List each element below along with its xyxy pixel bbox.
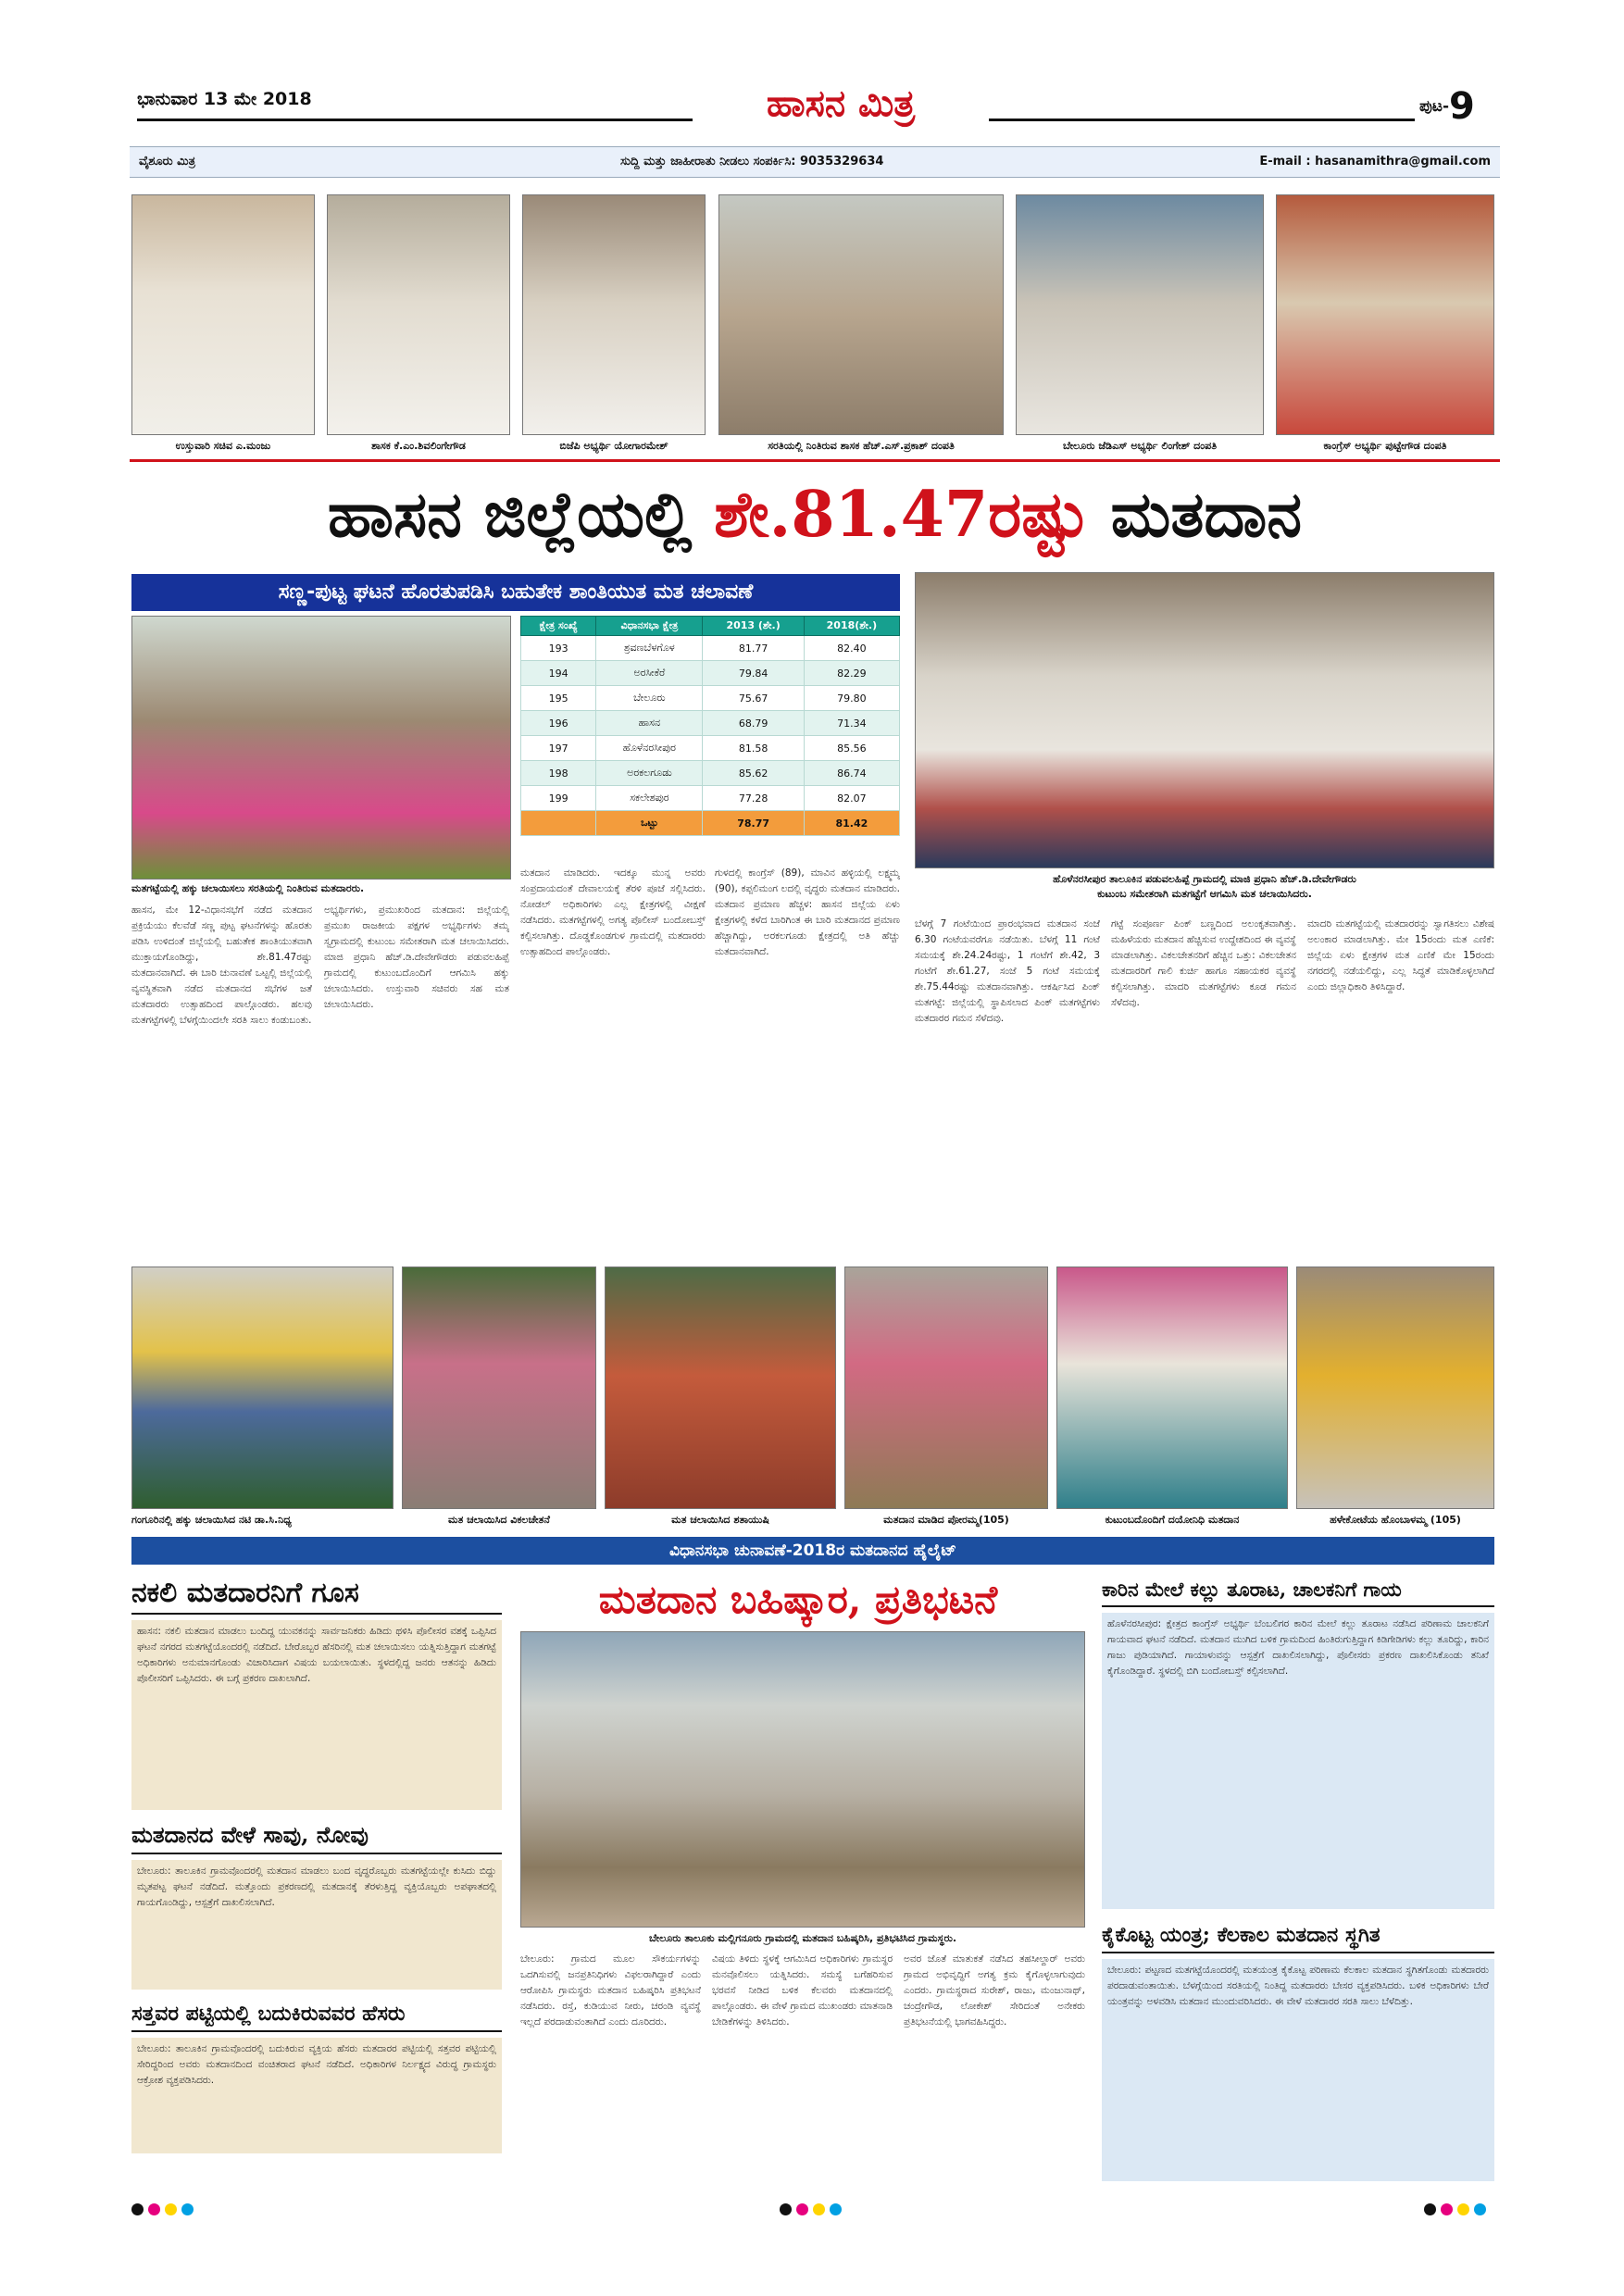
bottom-photo-6 <box>1296 1267 1494 1509</box>
table-cell: ಬೇಲೂರು <box>596 686 703 711</box>
body-column-7: ಮಾದರಿ ಮತಗಟ್ಟೆಯಲ್ಲಿ ಮತದಾರರನ್ನು ಸ್ವಾಗತಿಸಲು ವಿಶೇಷ ಅಲಂಕಾರ ಮಾಡಲಾಗಿತ್ತು. ಮೇ 15ರಂದು ಮತ ಎಣಿಕೆ: ಜಿಲ್ಲೆಯ ಏಳು ಕ್ಷೇತ್ರಗಳ ಮತ ಎಣಿಕೆ ಮೇ 15ರಂದು ನಗರದಲ್ಲಿ ನಡೆಯಲಿದ್ದು, ಎಲ್ಲ ಸಿದ್ಧತೆ ಮಾಡಿಕೊಳ್ಳಲಾಗಿದೆ ಎಂದು ಜಿಲ್ಲಾಧಿಕಾರಿ ತಿಳಿಸಿದ್ದಾರೆ. <box>1307 918 1494 992</box>
bottom-photo-4 <box>844 1267 1048 1509</box>
story-title-evm-failure: ಕೈಕೊಟ್ಟ ಯಂತ್ರ; ಕೆಲಕಾಲ ಮತದಾನ ಸ್ಥಗಿತ <box>1102 1918 1494 1953</box>
story-text-evm-failure: ಬೇಲೂರು: ಪಟ್ಟಣದ ಮತಗಟ್ಟೆಯೊಂದರಲ್ಲಿ ಮತಯಂತ್ರ ಕೈಕೊಟ್ಟ ಪರಿಣಾಮ ಕೆಲಕಾಲ ಮತದಾನ ಸ್ಥಗಿತಗೊಂಡು ಮತದಾರರು ಪರದಾಡುವಂತಾಯಿತು. ಬೆಳಗ್ಗೆಯಿಂದ ಸರತಿಯಲ್ಲಿ ನಿಂತಿದ್ದ ಮತದಾರರು ಬೇಸರ ವ್ಯಕ್ತಪಡಿಸಿದರು. ಬಳಿಕ ಅಧಿಕಾರಿಗಳು ಬೇರೆ ಯಂತ್ರವನ್ನು ಅಳವಡಿಸಿ ಮತದಾನ ಮುಂದುವರಿಸಿದರು. ಈ ವೇಳೆ ಮತದಾರರ ಸರತಿ ಸಾಲು ಬೆಳೆದಿತ್ತು. <box>1102 1959 1494 2181</box>
top-caption-2: ಶಾಸಕ ಕೆ.ಎಂ.ಶಿವಲಿಂಗೇಗೌಡ <box>371 440 466 452</box>
table-cell: ಹೊಳೆನರಸೀಪುರ <box>596 736 703 761</box>
vote-table <box>520 616 900 836</box>
table-cell: 71.34 <box>804 711 899 736</box>
page-label: ಪುಟ- <box>1419 97 1449 116</box>
bottom-photo-5 <box>1056 1267 1288 1509</box>
table-cell: 198 <box>521 761 596 786</box>
registration-dots-left <box>131 2202 198 2219</box>
table-cell: 82.07 <box>804 786 899 811</box>
masthead-rule-left <box>137 119 693 121</box>
top-caption-6: ಕಾಂಗ್ರೆಸ್ ಅಭ್ಯರ್ಥಿ ಪುಟ್ಟೇಗೌಡ ದಂಪತಿ <box>1323 440 1447 452</box>
section-banner <box>131 1537 1494 1565</box>
table-cell: 77.28 <box>703 786 804 811</box>
story-title-living-dead-list: ಸತ್ತವರ ಪಟ್ಟಿಯಲ್ಲಿ ಬದುಕಿರುವವರ ಹೆಸರು <box>131 1997 502 2032</box>
table-cell: 197 <box>521 736 596 761</box>
table-cell: 79.80 <box>804 686 899 711</box>
body-column-2: ಅಭ್ಯರ್ಥಿಗಳು, ಪ್ರಮುಖರಿಂದ ಮತದಾನ: ಜಿಲ್ಲೆಯಲ್ಲಿ ಪ್ರಮುಖ ರಾಜಕೀಯ ಪಕ್ಷಗಳ ಅಭ್ಯರ್ಥಿಗಳು ತಮ್ಮ ಸ್ವಗ್ರಾಮದಲ್ಲಿ ಕುಟುಂಬ ಸಮೇತರಾಗಿ ಮತ ಚಲಾಯಿಸಿದರು. ಮಾಜಿ ಪ್ರಧಾನಿ ಹೆಚ್.ಡಿ.ದೇವೇಗೌಡರು ಪಡುವಲಹಿಪ್ಪೆ ಗ್ರಾಮದಲ್ಲಿ ಕುಟುಂಬದೊಂದಿಗೆ ಆಗಮಿಸಿ ಹಕ್ಕು ಚಲಾಯಿಸಿದರು. ಉಸ್ತುವಾರಿ ಸಚಿವರು ಸಹ ಮತ ಚಲಾಯಿಸಿದರು. <box>324 905 509 1010</box>
table-header: ಕ್ಷೇತ್ರ ಸಂಖ್ಯೆ <box>521 617 596 636</box>
center-story-title: ಮತದಾನ ಬಹಿಷ್ಕಾರ, ಪ್ರತಿಭಟನೆ <box>598 1577 998 1622</box>
top-photo-1 <box>131 194 315 435</box>
story-text-stone-pelting: ಹೊಳೆನರಸೀಪುರ: ಕ್ಷೇತ್ರದ ಕಾಂಗ್ರೆಸ್ ಅಭ್ಯರ್ಥಿ ಬೆಂಬಲಿಗರ ಕಾರಿನ ಮೇಲೆ ಕಲ್ಲು ತೂರಾಟ ನಡೆಸಿದ ಪರಿಣಾಮ ಚಾಲಕನಿಗೆ ಗಾಯವಾದ ಘಟನೆ ನಡೆದಿದೆ. ಮತದಾನ ಮುಗಿದ ಬಳಿಕ ಗ್ರಾಮದಿಂದ ಹಿಂತಿರುಗುತ್ತಿದ್ದಾಗ ಕಿಡಿಗೇಡಿಗಳು ಕಲ್ಲು ತೂರಿದ್ದು, ಕಾರಿನ ಗಾಜು ಪುಡಿಯಾಗಿದೆ. ಗಾಯಾಳುವನ್ನು ಆಸ್ಪತ್ರೆಗೆ ದಾಖಲಿಸಲಾಗಿದ್ದು, ಪೊಲೀಸರು ಪ್ರಕರಣ ದಾಖಲಿಸಿಕೊಂಡು ತನಿಖೆ ಕೈಗೊಂಡಿದ್ದಾರೆ. ಸ್ಥಳದಲ್ಲಿ ಬಿಗಿ ಬಂದೋಬಸ್ತ್ ಕಲ್ಪಿಸಲಾಗಿದೆ. <box>1102 1613 1494 1909</box>
center-story-column-3: ಅವರ ಜೊತೆ ಮಾತುಕತೆ ನಡೆಸಿದ ತಹಸೀಲ್ದಾರ್ ಅವರು ಗ್ರಾಮದ ಅಭಿವೃದ್ಧಿಗೆ ಅಗತ್ಯ ಕ್ರಮ ಕೈಗೊಳ್ಳಲಾಗುವುದು ಎಂದರು. ಗ್ರಾಮಸ್ಥರಾದ ಸುರೇಶ್, ರಾಜು, ಮಂಜುನಾಥ್, ಚಂದ್ರೇಗೌಡ, ಲೋಕೇಶ್ ಸೇರಿದಂತೆ ಅನೇಕರು ಪ್ರತಿಭಟನೆಯಲ್ಲಿ ಭಾಗವಹಿಸಿದ್ದರು. <box>904 1953 1085 2028</box>
voters-queue-photo <box>131 616 511 880</box>
masthead-rule-right <box>989 119 1415 121</box>
table-header-row <box>521 617 900 636</box>
table-cell: 82.40 <box>804 636 899 661</box>
headline-part-2: ಶೇ.81.47ರಷ್ಟು <box>714 478 1089 552</box>
left-stories-box <box>131 1574 502 2185</box>
top-photo-6 <box>1276 194 1494 435</box>
voters-queue-caption: ಮತಗಟ್ಟೆಯಲ್ಲಿ ಹಕ್ಕು ಚಲಾಯಿಸಲು ಸರತಿಯಲ್ಲಿ ನಿಂತಿರುವ ಮತದಾರರು. <box>131 882 365 894</box>
table-cell: 193 <box>521 636 596 661</box>
table-cell: 195 <box>521 686 596 711</box>
table-row <box>521 711 900 736</box>
table-row <box>521 661 900 686</box>
section-banner-text: ವಿಧಾನಸಭಾ ಚುನಾವಣೆ-2018ರ ಮತದಾನದ ಹೈಲೈಟ್ <box>668 1541 957 1560</box>
subhead-bar <box>131 574 900 611</box>
top-photo-4 <box>718 194 1004 435</box>
table-row <box>521 786 900 811</box>
table-cell: ಶ್ರವಣಬೆಳಗೊಳ <box>596 636 703 661</box>
top-photo-3 <box>522 194 706 435</box>
bottom-caption-4: ಮತದಾನ ಮಾಡಿದ ಪೋರಮ್ಮ(105) <box>883 1514 1009 1526</box>
paper-name: ಹಾಸನ ಮಿತ್ರ <box>766 81 916 125</box>
main-headline <box>130 470 1500 559</box>
table-cell: 81.42 <box>804 811 899 836</box>
table-cell: 81.58 <box>703 736 804 761</box>
body-column-3: ಮತದಾನ ಮಾಡಿದರು. ಇದಕ್ಕೂ ಮುನ್ನ ಅವರು ಸಂಪ್ರದಾಯದಂತೆ ದೇವಾಲಯಕ್ಕೆ ತೆರಳಿ ಪೂಜೆ ಸಲ್ಲಿಸಿದರು. ನೋಡಲ್ ಅಧಿಕಾರಿಗಳು ಎಲ್ಲ ಕ್ಷೇತ್ರಗಳಲ್ಲಿ ವೀಕ್ಷಣೆ ನಡೆಸಿದರು. ಮತಗಟ್ಟೆಗಳಲ್ಲಿ ಅಗತ್ಯ ಪೊಲೀಸ್ ಬಂದೋಬಸ್ತ್ ಕಲ್ಪಿಸಲಾಗಿತ್ತು. ದೊಡ್ಡಕೊಂಡಗುಳ ಗ್ರಾಮದಲ್ಲಿ ಮತದಾರರು ಉತ್ಸಾಹದಿಂದ ಪಾಲ್ಗೊಂಡರು. <box>520 867 706 957</box>
bottom-caption-5: ಕುಟುಂಬದೊಂದಿಗೆ ದಯೋನಿಧಿ ಮತದಾನ <box>1105 1514 1240 1526</box>
bottom-photo-2 <box>402 1267 596 1509</box>
table-header: 2013 (ಶೇ.) <box>703 617 804 636</box>
top-caption-4: ಸರತಿಯಲ್ಲಿ ನಿಂತಿರುವ ಶಾಸಕ ಹೆಚ್.ಎಸ್.ಪ್ರಕಾಶ್ ದಂಪತಿ <box>768 440 955 452</box>
registration-dots-right <box>1424 2202 1491 2219</box>
center-story-column-2: ವಿಷಯ ತಿಳಿದು ಸ್ಥಳಕ್ಕೆ ಆಗಮಿಸಿದ ಅಧಿಕಾರಿಗಳು ಗ್ರಾಮಸ್ಥರ ಮನವೊಲಿಸಲು ಯತ್ನಿಸಿದರು. ಸಮಸ್ಯೆ ಬಗೆಹರಿಸುವ ಭರವಸೆ ನೀಡಿದ ಬಳಿಕ ಕೆಲವರು ಮತದಾನದಲ್ಲಿ ಪಾಲ್ಗೊಂಡರು. ಈ ವೇಳೆ ಗ್ರಾಮದ ಮುಖಂಡರು ಮಾತನಾಡಿ ಬೇಡಿಕೆಗಳನ್ನು ತಿಳಿಸಿದರು. <box>712 1953 893 2028</box>
table-cell: 68.79 <box>703 711 804 736</box>
story-text-death-injury: ಬೇಲೂರು: ತಾಲೂಕಿನ ಗ್ರಾಮವೊಂದರಲ್ಲಿ ಮತದಾನ ಮಾಡಲು ಬಂದ ವೃದ್ಧರೊಬ್ಬರು ಮತಗಟ್ಟೆಯಲ್ಲೇ ಕುಸಿದು ಬಿದ್ದು ಮೃತಪಟ್ಟ ಘಟನೆ ನಡೆದಿದೆ. ಮತ್ತೊಂದು ಪ್ರಕರಣದಲ್ಲಿ ಮತದಾನಕ್ಕೆ ತೆರಳುತ್ತಿದ್ದ ವ್ಯಕ್ತಿಯೊಬ್ಬರು ಅಪಘಾತದಲ್ಲಿ ಗಾಯಗೊಂಡಿದ್ದು, ಆಸ್ಪತ್ರೆಗೆ ದಾಖಲಿಸಲಾಗಿದೆ. <box>131 1860 502 1990</box>
registration-dots-center <box>780 2202 846 2219</box>
table-cell: 199 <box>521 786 596 811</box>
table-header: ವಿಧಾನಸಭಾ ಕ್ಷೇತ್ರ <box>596 617 703 636</box>
headline-part-3: ಮತದಾನ <box>1110 478 1303 552</box>
table-cell: 81.77 <box>703 636 804 661</box>
page-number-block <box>1419 85 1475 128</box>
table-cell: ಹಾಸನ <box>596 711 703 736</box>
body-column-5: ಬೆಳಗ್ಗೆ 7 ಗಂಟೆಯಿಂದ ಪ್ರಾರಂಭವಾದ ಮತದಾನ ಸಂಜೆ 6.30 ಗಂಟೆಯವರೆಗೂ ನಡೆಯಿತು. ಬೆಳಗ್ಗೆ 11 ಗಂಟೆ ಸಮಯಕ್ಕೆ ಶೇ.24.24ರಷ್ಟು, 1 ಗಂಟೆಗೆ ಶೇ.42, 3 ಗಂಟೆಗೆ ಶೇ.61.27, ಸಂಜೆ 5 ಗಂಟೆ ಸಮಯಕ್ಕೆ ಶೇ.75.44ರಷ್ಟು ಮತದಾನವಾಗಿತ್ತು. ಆಕರ್ಷಿಸಿದ ಪಿಂಕ್ ಮತಗಟ್ಟೆ: ಜಿಲ್ಲೆಯಲ್ಲಿ ಸ್ಥಾಪಿಸಲಾದ ಪಿಂಕ್ ಮತಗಟ್ಟೆಗಳು ಮತದಾರರ ಗಮನ ಸೆಳೆದವು. <box>915 918 1100 1024</box>
headline-part-1: ಹಾಸನ ಜಿಲ್ಲೆಯಲ್ಲಿ <box>327 478 693 552</box>
contact-line: ಸುದ್ದಿ ಮತ್ತು ಜಾಹೀರಾತು ನೀಡಲು ಸಂಪರ್ಕಿಸಿ: 9035329634 <box>620 155 884 168</box>
body-column-1: ಹಾಸನ, ಮೇ 12-ವಿಧಾನಸಭೆಗೆ ನಡೆದ ಮತದಾನ ಪ್ರಕ್ರಿಯೆಯು ಕೆಲವೆಡೆ ಸಣ್ಣ ಪುಟ್ಟ ಘಟನೆಗಳನ್ನು ಹೊರತು ಪಡಿಸಿ ಉಳಿದಂತೆ ಜಿಲ್ಲೆಯಲ್ಲಿ ಬಹುತೇಕ ಶಾಂತಿಯುತವಾಗಿ ಮುಕ್ತಾಯಗೊಂಡಿದ್ದು, ಶೇ.81.47ರಷ್ಟು ಮತದಾನವಾಗಿದೆ. ಈ ಬಾರಿ ಚುನಾವಣೆ ಒಟ್ಟಲ್ಲಿ ಜಿಲ್ಲೆಯಲ್ಲಿ ವ್ಯವಸ್ಥಿತವಾಗಿ ನಡೆದ ಮತದಾನದ ಸಭೆಗಳ ಜತೆ ಮತದಾರರು ಉತ್ಸಾಹದಿಂದ ಪಾಲ್ಗೊಂಡರು. ಹಲವು ಮತಗಟ್ಟೆಗಳಲ್ಲಿ ಬೆಳಗ್ಗೆಯಿಂದಲೇ ಸರತಿ ಸಾಲು ಕಂಡುಬಂತು. <box>131 905 312 1026</box>
subhead-text: ಸಣ್ಣ-ಪುಟ್ಟ ಘಟನೆ ಹೊರತುಪಡಿಸಿ ಬಹುತೇಕ ಶಾಂತಿಯುತ ಮತ ಚಲಾವಣೆ <box>278 580 754 604</box>
table-cell <box>521 811 596 836</box>
table-cell: 196 <box>521 711 596 736</box>
story-title-fake-voter: ನಕಲಿ ಮತದಾರನಿಗೆ ಗೂಸ <box>131 1574 502 1615</box>
table-row <box>521 736 900 761</box>
table-cell: ಒಟ್ಟು <box>596 811 703 836</box>
story-text-fake-voter: ಹಾಸನ: ನಕಲಿ ಮತದಾನ ಮಾಡಲು ಬಂದಿದ್ದ ಯುವಕನನ್ನು ಸಾರ್ವಜನಿಕರು ಹಿಡಿದು ಥಳಿಸಿ ಪೊಲೀಸರ ವಶಕ್ಕೆ ಒಪ್ಪಿಸಿದ ಘಟನೆ ನಗರದ ಮತಗಟ್ಟೆಯೊಂದರಲ್ಲಿ ನಡೆದಿದೆ. ಬೇರೊಬ್ಬರ ಹೆಸರಿನಲ್ಲಿ ಮತ ಚಲಾಯಿಸಲು ಯತ್ನಿಸುತ್ತಿದ್ದಾಗ ಮತಗಟ್ಟೆ ಅಧಿಕಾರಿಗಳು ಅನುಮಾನಗೊಂಡು ವಿಚಾರಿಸಿದಾಗ ವಿಷಯ ಬಯಲಾಯಿತು. ಸ್ಥಳದಲ್ಲಿದ್ದ ಜನರು ಆತನನ್ನು ಹಿಡಿದು ಪೊಲೀಸರಿಗೆ ಒಪ್ಪಿಸಿದರು. ಈ ಬಗ್ಗೆ ಪ್ರಕರಣ ದಾಖಲಾಗಿದೆ. <box>131 1620 502 1810</box>
top-caption-3: ಬಿಜೆಪಿ ಅಭ್ಯರ್ಥಿ ಯೋಗಾರಮೇಶ್ <box>559 440 668 452</box>
bottom-photo-3 <box>605 1267 836 1509</box>
vote-table-box <box>520 616 900 836</box>
body-column-6: ಗಟ್ಟೆ ಸಂಪೂರ್ಣ ಪಿಂಕ್ ಬಣ್ಣದಿಂದ ಅಲಂಕೃತವಾಗಿತ್ತು. ಮಹಿಳೆಯರು ಮತದಾನ ಹೆಚ್ಚಿಸುವ ಉದ್ದೇಶದಿಂದ ಈ ವ್ಯವಸ್ಥೆ ಮಾಡಲಾಗಿತ್ತು. ವಿಕಲಚೇತನರಿಗೆ ಹೆಚ್ಚಿನ ಒತ್ತು: ವಿಕಲಚೇತನ ಮತದಾರರಿಗೆ ಗಾಲಿ ಕುರ್ಚಿ ಹಾಗೂ ಸಹಾಯಕರ ವ್ಯವಸ್ಥೆ ಕಲ್ಪಿಸಲಾಗಿತ್ತು. ಮಾದರಿ ಮತಗಟ್ಟೆಗಳು ಕೂಡ ಗಮನ ಸೆಳೆದವು. <box>1111 918 1296 1008</box>
center-story-column-1: ಬೇಲೂರು: ಗ್ರಾಮದ ಮೂಲ ಸೌಕರ್ಯಗಳನ್ನು ಒದಗಿಸುವಲ್ಲಿ ಜನಪ್ರತಿನಿಧಿಗಳು ವಿಫಲರಾಗಿದ್ದಾರೆ ಎಂದು ಆರೋಪಿಸಿ ಗ್ರಾಮಸ್ಥರು ಮತದಾನ ಬಹಿಷ್ಕರಿಸಿ ಪ್ರತಿಭಟನೆ ನಡೆಸಿದರು. ರಸ್ತೆ, ಕುಡಿಯುವ ನೀರು, ಚರಂಡಿ ವ್ಯವಸ್ಥೆ ಇಲ್ಲದೆ ಪರದಾಡುವಂತಾಗಿದೆ ಎಂದು ದೂರಿದರು. <box>520 1953 701 2028</box>
table-cell: 194 <box>521 661 596 686</box>
devegowda-family-photo <box>915 572 1494 868</box>
table-cell: 78.77 <box>703 811 804 836</box>
table-row <box>521 761 900 786</box>
story-title-death-injury: ಮತದಾನದ ವೇಳೆ ಸಾವು, ನೋವು <box>131 1817 502 1854</box>
right-stories-box <box>1102 1574 1494 2185</box>
bottom-photo-1 <box>131 1267 394 1509</box>
table-cell: 79.84 <box>703 661 804 686</box>
body-column-4: ಗುಳದಲ್ಲಿ ಕಾಂಗ್ರೆಸ್ (89), ಮಾವಿನ ಹಳ್ಳಿಯಲ್ಲಿ ಲಕ್ಷ್ಮಮ್ಮ (90), ಕಪ್ಪಲಿಮಂಗ ಲದಲ್ಲಿ ವೃದ್ಧರು ಮತದಾನ ಮಾಡಿದರು. ಮತದಾನ ಪ್ರಮಾಣ ಹೆಚ್ಚಳ: ಹಾಸನ ಜಿಲ್ಲೆಯ ಏಳು ಕ್ಷೇತ್ರಗಳಲ್ಲಿ ಕಳೆದ ಬಾರಿಗಿಂತ ಈ ಬಾರಿ ಮತದಾನದ ಪ್ರಮಾಣ ಹೆಚ್ಚಾಗಿದ್ದು, ಅರಕಲಗೂಡು ಕ್ಷೇತ್ರದಲ್ಲಿ ಅತಿ ಹೆಚ್ಚು ಮತದಾನವಾಗಿದೆ. <box>715 867 900 957</box>
table-cell: 85.62 <box>703 761 804 786</box>
table-row <box>521 686 900 711</box>
info-strip <box>130 146 1500 178</box>
table-total-row <box>521 811 900 836</box>
top-photo-5 <box>1016 194 1264 435</box>
table-cell: 75.67 <box>703 686 804 711</box>
bottom-caption-2: ಮತ ಚಲಾಯಿಸಿದ ವಿಕಲಚೇತನೆ <box>448 1514 550 1526</box>
masthead-date: ಭಾನುವಾರ 13 ಮೇ 2018 <box>137 89 312 109</box>
table-cell: ಅರಕಲಗೂಡು <box>596 761 703 786</box>
top-caption-5: ಬೇಲೂರು ಜೆಡಿಎಸ್ ಅಭ್ಯರ್ಥಿ ಲಿಂಗೇಶ್ ದಂಪತಿ <box>1062 440 1218 452</box>
boycott-photo-caption: ಬೇಲೂರು ತಾಲೂಕು ಮಲ್ಲಿಗನೂರು ಗ್ರಾಮದಲ್ಲಿ ಮತದಾನ ಬಹಿಷ್ಕರಿಸಿ, ಪ್ರತಿಭಟಿಸಿದ ಗ್ರಾಮಸ್ಥರು. <box>648 1932 957 1944</box>
story-text-living-dead-list: ಬೇಲೂರು: ತಾಲೂಕಿನ ಗ್ರಾಮವೊಂದರಲ್ಲಿ ಬದುಕಿರುವ ವ್ಯಕ್ತಿಯ ಹೆಸರು ಮತದಾರರ ಪಟ್ಟಿಯಲ್ಲಿ ಸತ್ತವರ ಪಟ್ಟಿಯಲ್ಲಿ ಸೇರಿದ್ದರಿಂದ ಅವರು ಮತದಾನದಿಂದ ವಂಚಿತರಾದ ಘಟನೆ ನಡೆದಿದೆ. ಅಧಿಕಾರಿಗಳ ನಿರ್ಲಕ್ಷ್ಯದ ವಿರುದ್ಧ ಗ್ರಾಮಸ್ಥರು ಆಕ್ರೋಶ ವ್ಯಕ್ತಪಡಿಸಿದರು. <box>131 2038 502 2153</box>
top-photo-2 <box>327 194 510 435</box>
bottom-caption-1: ಗಂಗೂರಿನಲ್ಲಿ ಹಕ್ಕು ಚಲಾಯಿಸಿದ ನಟಿ ಡಾ.ಸಿ.ನಿಧ್ಯ <box>131 1514 292 1526</box>
edition-label: ವೈಶೂರು ಮಿತ್ರ <box>139 155 196 168</box>
headline-top-rule <box>130 459 1500 462</box>
top-caption-1: ಉಸ್ತುವಾರಿ ಸಚಿವ ಎ.ಮಂಜು <box>175 440 271 452</box>
table-header: 2018(ಶೇ.) <box>804 617 899 636</box>
table-cell: ಸಕಲೇಶಪುರ <box>596 786 703 811</box>
page-number: 9 <box>1449 85 1475 128</box>
table-cell: 85.56 <box>804 736 899 761</box>
bottom-caption-6: ಹಳೇಕೋಟೆಯ ಹೊಂಬಾಳಮ್ಮ (105) <box>1330 1514 1461 1526</box>
table-row <box>521 636 900 661</box>
devegowda-caption-line-1: ಹೊಳೆನರಸೀಪುರ ತಾಲೂಕಿನ ಪಡುವಲಹಿಪ್ಪೆ ಗ್ರಾಮದಲ್ಲಿ ಮಾಜಿ ಪ್ರಧಾನಿ ಹೆಚ್.ಡಿ.ದೇವೇಗೌಡರು <box>1053 873 1356 885</box>
bottom-caption-3: ಮತ ಚಲಾಯಿಸಿದ ಶತಾಯುಷಿ <box>671 1514 769 1526</box>
table-cell: 82.29 <box>804 661 899 686</box>
table-cell: 86.74 <box>804 761 899 786</box>
table-cell: ಅರಸೀಕೆರೆ <box>596 661 703 686</box>
story-title-stone-pelting: ಕಾರಿನ ಮೇಲೆ ಕಲ್ಲು ತೂರಾಟ, ಚಾಲಕನಿಗೆ ಗಾಯ <box>1102 1574 1494 1607</box>
email-line: E-mail : hasanamithra@gmail.com <box>1259 155 1491 168</box>
masthead <box>137 81 1498 141</box>
boycott-protest-photo <box>520 1631 1085 1928</box>
devegowda-caption-line-2: ಕುಟುಂಬ ಸಮೇತರಾಗಿ ಮತಗಟ್ಟೆಗೆ ಆಗಮಿಸಿ ಮತ ಚಲಾಯಿಸಿದರು. <box>1097 888 1312 900</box>
